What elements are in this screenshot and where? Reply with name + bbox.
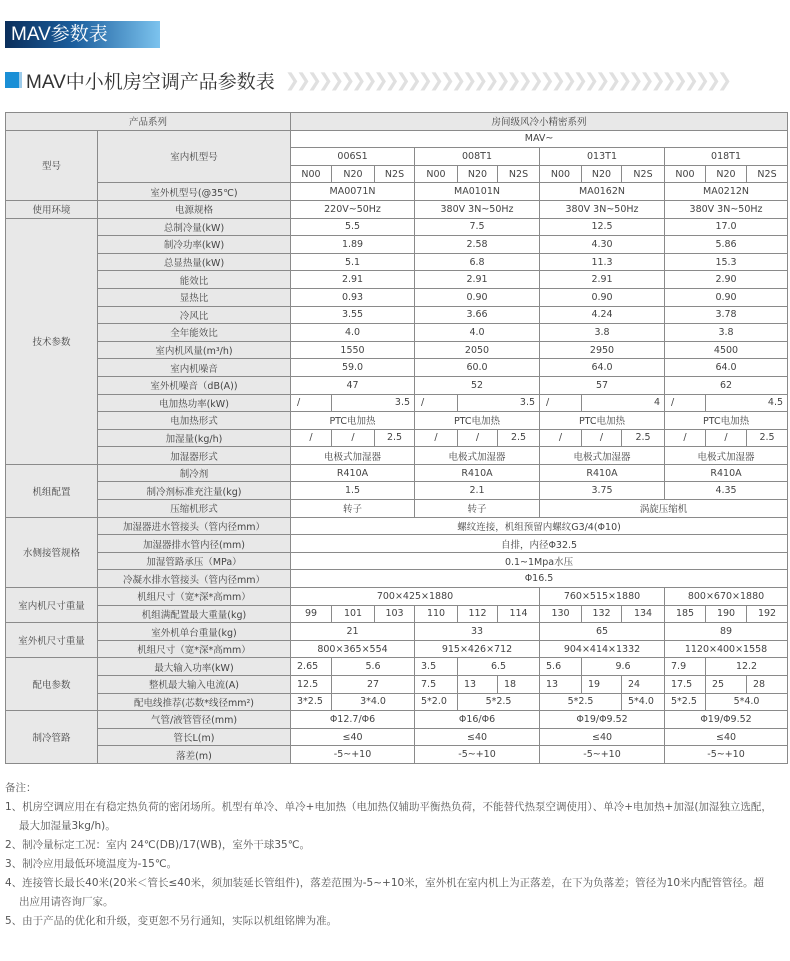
value-cell: Φ12.7/Φ6 [291,711,415,729]
table-row [6,183,788,201]
value-cell: 2.91 [540,271,665,289]
row-label: 电源规格 [98,200,291,218]
value-cell: 5*2.0 [415,693,458,711]
table-row [6,693,788,711]
value-cell: 7.5 [415,676,458,694]
value-cell: R410A [540,464,665,482]
value-cell: 12.2 [706,658,788,676]
value-cell: 3*2.5 [291,693,332,711]
table-row [6,588,788,606]
value-cell: 2.91 [415,271,540,289]
value-cell: 13 [458,676,498,694]
series-label: 产品系列 [6,113,291,131]
value-cell: / [540,394,582,412]
value-cell: 1.5 [291,482,415,500]
value-cell: 3.66 [415,306,540,324]
row-label: 制冷剂 [98,464,291,482]
row-label: 冷凝水排水管接头（管内径mm） [98,570,291,588]
table-row [6,288,788,306]
table-row [6,746,788,764]
row-label: 气管/液管管径(mm) [98,711,291,729]
value-cell: 2.5 [622,429,665,447]
outdoor-model: MA0101N [415,183,540,201]
value-cell: 0.90 [665,288,788,306]
table-row [6,341,788,359]
table-row [6,271,788,289]
value-cell: 2.5 [375,429,415,447]
value-cell: 89 [665,623,788,641]
row-label: 电加热功率(kW) [98,394,291,412]
value-cell: 185 [665,605,706,623]
value-cell: 12.5 [291,676,332,694]
value-cell: / [582,429,622,447]
value-cell: / [458,429,498,447]
value-cell: 5*4.0 [622,693,665,711]
row-label: 能效比 [98,271,291,289]
table-row [6,218,788,236]
value-cell: 25 [706,676,747,694]
value-cell: 18 [498,676,540,694]
table-row [6,640,788,658]
value-cell: 4.35 [665,482,788,500]
row-label: 电加热形式 [98,412,291,430]
group-label: 使用环境 [6,200,98,218]
value-cell: 9.6 [582,658,665,676]
group-label: 室内机尺寸重量 [6,588,98,623]
value-cell: ≤40 [665,728,788,746]
value-cell: 11.3 [540,253,665,271]
value-cell: 电极式加湿器 [291,447,415,465]
spec-table [5,112,788,764]
value-cell: 2.58 [415,236,540,254]
value-cell: 2050 [415,341,540,359]
value-cell: 6.8 [415,253,540,271]
value-cell: 15.3 [665,253,788,271]
table-row [6,429,788,447]
value-cell: 3.8 [540,324,665,342]
table-row [6,306,788,324]
note-line: 3、制冷应用最低环境温度为-15℃。 [5,858,178,870]
outdoor-model: MA0071N [291,183,415,201]
value-cell: 52 [415,376,540,394]
value-cell: 103 [375,605,415,623]
table-row [6,711,788,729]
value-cell: 60.0 [415,359,540,377]
value-cell: Φ19/Φ9.52 [540,711,665,729]
value-cell: 2.65 [291,658,332,676]
table-row [6,130,788,148]
value-cell: -5~+10 [291,746,415,764]
row-label: 整机最大输入电流(A) [98,676,291,694]
table-row [6,482,788,500]
row-label: 管长L(m) [98,728,291,746]
value-cell: 2950 [540,341,665,359]
value-cell: R410A [415,464,540,482]
value-cell: 17.0 [665,218,788,236]
value-cell: 5.6 [332,658,415,676]
value-cell: 涡旋压缩机 [540,500,788,518]
table-row [6,517,788,535]
row-label: 压缩机形式 [98,500,291,518]
row-label: 制冷剂标准充注量(kg) [98,482,291,500]
note-line: 1、机房空调应用在有稳定热负荷的密闭场所。机型有单冷、单冷+电加热（电加热仅辅助平衡热负荷，不能替代热泵空调使用）、单冷+电加热+加湿(加湿独立选配， [5,801,772,813]
group-label: 型号 [6,130,98,200]
notes [5,779,787,931]
value-cell: 3.5 [415,658,458,676]
value-cell: 33 [415,623,540,641]
table-row [6,623,788,641]
variant-name: N2S [498,165,540,183]
value-cell: R410A [291,464,415,482]
value-cell: 4.0 [415,324,540,342]
row-label: 室内机噪音 [98,359,291,377]
value-cell: 65 [540,623,665,641]
value-cell: 4.5 [706,394,788,412]
model-name: 013T1 [540,148,665,166]
value-cell: 112 [458,605,498,623]
value-cell: 13 [540,676,582,694]
row-label: 机组满配置最大重量(kg) [98,605,291,623]
note-line: 4、连接管长最长40米(20米＜管长≤40米，须加装延长管组件)，落差范围为-5~+10米，室外机在室内机上为正落差，在下为负落差；管径为10米内配管管径。超 [5,877,765,889]
value-cell: 190 [706,605,747,623]
group-label: 制冷管路 [6,711,98,764]
value-cell: 64.0 [665,359,788,377]
value-cell: 62 [665,376,788,394]
value-cell: Φ19/Φ9.52 [665,711,788,729]
value-cell: 0.90 [540,288,665,306]
value-cell: 3.75 [540,482,665,500]
group-label: 配电参数 [6,658,98,711]
value-cell: 114 [498,605,540,623]
value-cell: 24 [622,676,665,694]
note-line: 2、制冷量标定工况：室内 24℃(DB)/17(WB)，室外干球35℃。 [5,839,310,851]
table-row [6,570,788,588]
row-label: 室外机单台重量(kg) [98,623,291,641]
value-cell: 5*4.0 [706,693,788,711]
value-cell: 3.5 [458,394,540,412]
value-cell: Φ16/Φ6 [415,711,540,729]
outdoor-model: MA0162N [540,183,665,201]
value-cell: 4.0 [291,324,415,342]
series-value: 房间级风冷小精密系列 [291,113,788,131]
value-cell: 转子 [415,500,540,518]
notes-title: 备注： [5,782,37,794]
value-cell: / [291,429,332,447]
row-label: 机组尺寸（宽*深*高mm） [98,640,291,658]
row-label: 加湿器形式 [98,447,291,465]
value-cell: PTC电加热 [415,412,540,430]
value-cell: 4 [582,394,665,412]
value-cell: 2.91 [291,271,415,289]
value-cell: 1.89 [291,236,415,254]
value-cell: / [540,429,582,447]
row-label: 最大输入功率(kW) [98,658,291,676]
value-cell: 7.9 [665,658,706,676]
value-cell: 5.5 [291,218,415,236]
value-cell: 134 [622,605,665,623]
value-cell: 3.8 [665,324,788,342]
value-cell: 2.5 [747,429,788,447]
value-cell: 3.78 [665,306,788,324]
value-cell: 700×425×1880 [291,588,540,606]
value-cell: 27 [332,676,415,694]
value-cell: 5.6 [540,658,582,676]
row-label: 加湿器进水管接头（管内径mm） [98,517,291,535]
value-cell: 64.0 [540,359,665,377]
value-cell: 5*2.5 [458,693,540,711]
outdoor-model: MA0212N [665,183,788,201]
value-cell: 47 [291,376,415,394]
table-row [6,236,788,254]
variant-name: N20 [582,165,622,183]
model-prefix: MAV~ [291,130,788,148]
section-heading [5,68,790,92]
value-cell: 101 [332,605,375,623]
value-cell: / [332,429,375,447]
value-cell: -5~+10 [415,746,540,764]
value-cell: 904×414×1332 [540,640,665,658]
note-line: 出应用请咨询厂家。 [19,896,114,908]
variant-name: N00 [665,165,706,183]
row-label: 加湿量(kg/h) [98,429,291,447]
value-cell: 19 [582,676,622,694]
value-cell: 17.5 [665,676,706,694]
row-label: 加湿器排水管内径(mm) [98,535,291,553]
value-cell: 3.55 [291,306,415,324]
table-row [6,552,788,570]
value-cell: 380V 3N~50Hz [665,200,788,218]
value-cell: PTC电加热 [665,412,788,430]
group-label: 机组配置 [6,464,98,517]
table-row [6,676,788,694]
row-label: 总显热量(kW) [98,253,291,271]
value-cell: 57 [540,376,665,394]
value-cell: ≤40 [291,728,415,746]
group-label: 技术参数 [6,218,98,464]
model-name: 006S1 [291,148,415,166]
value-cell: 800×365×554 [291,640,415,658]
value-cell: 12.5 [540,218,665,236]
value-cell: 760×515×1880 [540,588,665,606]
value-cell: R410A [665,464,788,482]
value-cell: 7.5 [415,218,540,236]
value-cell: 4.24 [540,306,665,324]
value-cell: / [706,429,747,447]
value-cell: 59.0 [291,359,415,377]
row-label: 总制冷量(kW) [98,218,291,236]
value-cell: 380V 3N~50Hz [540,200,665,218]
variant-name: N00 [540,165,582,183]
value-cell: 电极式加湿器 [540,447,665,465]
table-row [6,412,788,430]
variant-name: N20 [332,165,375,183]
value-cell: 0.1~1Mpa水压 [291,552,788,570]
value-cell: 5.86 [665,236,788,254]
group-label: 水侧接管规格 [6,517,98,587]
row-label: 配电线推荐(芯数*线径mm²) [98,693,291,711]
value-cell: 800×670×1880 [665,588,788,606]
value-cell: / [665,429,706,447]
variant-name: N2S [622,165,665,183]
value-cell: 自排，内径Φ32.5 [291,535,788,553]
value-cell: 4.30 [540,236,665,254]
value-cell: 99 [291,605,332,623]
table-row [6,464,788,482]
row-label: 冷风比 [98,306,291,324]
value-cell: 28 [747,676,788,694]
value-cell: 1550 [291,341,415,359]
row-label: 加湿管路承压（MPa） [98,552,291,570]
value-cell: 132 [582,605,622,623]
value-cell: PTC电加热 [291,412,415,430]
chevron-decoration-icon: ❯❯❯❯❯❯❯❯❯❯❯❯❯❯❯❯❯❯❯❯❯❯❯❯❯❯❯❯❯❯❯❯❯❯❯❯❯❯❯❯ [284,69,729,91]
value-cell: 电极式加湿器 [415,447,540,465]
row-label: 室外机型号(@35℃) [98,183,291,201]
table-row [6,728,788,746]
value-cell: 220V~50Hz [291,200,415,218]
row-label: 机组尺寸（宽*深*高mm） [98,588,291,606]
note-line: 5、由于产品的优化和升级，变更恕不另行通知，实际以机组铭牌为准。 [5,915,338,927]
value-cell: Φ16.5 [291,570,788,588]
value-cell: -5~+10 [665,746,788,764]
table-row [6,253,788,271]
value-cell: 电极式加湿器 [665,447,788,465]
value-cell: 192 [747,605,788,623]
variant-name: N20 [706,165,747,183]
variant-name: N00 [291,165,332,183]
variant-name: N2S [747,165,788,183]
table-row [6,324,788,342]
variant-name: N2S [375,165,415,183]
section-square-icon [5,72,22,88]
value-cell: 螺纹连接，机组预留内螺纹G3/4(Φ10) [291,517,788,535]
table-row [6,113,788,131]
table-row [6,200,788,218]
row-label: 全年能效比 [98,324,291,342]
table-row [6,605,788,623]
model-name: 008T1 [415,148,540,166]
row-label: 室内机型号 [98,130,291,183]
page-banner: MAV参数表 [5,21,160,48]
value-cell: 2.1 [415,482,540,500]
variant-name: N20 [458,165,498,183]
table-row [6,394,788,412]
row-label: 室内机风量(m³/h) [98,341,291,359]
value-cell: 0.90 [415,288,540,306]
value-cell: 转子 [291,500,415,518]
row-label: 落差(m) [98,746,291,764]
value-cell: PTC电加热 [540,412,665,430]
model-name: 018T1 [665,148,788,166]
table-row [6,658,788,676]
value-cell: 2.90 [665,271,788,289]
group-label: 室外机尺寸重量 [6,623,98,658]
value-cell: -5~+10 [540,746,665,764]
value-cell: 130 [540,605,582,623]
variant-name: N00 [415,165,458,183]
table-row [6,376,788,394]
value-cell: ≤40 [415,728,540,746]
table-row [6,535,788,553]
note-line: 最大加湿量3kg/h)。 [19,820,116,832]
row-label: 制冷功率(kW) [98,236,291,254]
value-cell: 380V 3N~50Hz [415,200,540,218]
value-cell: 3.5 [332,394,415,412]
value-cell: 1120×400×1558 [665,640,788,658]
value-cell: 915×426×712 [415,640,540,658]
value-cell: 3*4.0 [332,693,415,711]
value-cell: / [415,429,458,447]
value-cell: / [291,394,332,412]
value-cell: 110 [415,605,458,623]
value-cell: 21 [291,623,415,641]
value-cell: 5*2.5 [540,693,622,711]
value-cell: 5.1 [291,253,415,271]
value-cell: 5*2.5 [665,693,706,711]
table-row [6,359,788,377]
table-row [6,447,788,465]
value-cell: 0.93 [291,288,415,306]
row-label: 室外机噪音（dB(A)) [98,376,291,394]
section-title: MAV中小机房空调产品参数表 [26,71,275,93]
value-cell: ≤40 [540,728,665,746]
value-cell: / [415,394,458,412]
table-row [6,500,788,518]
value-cell: 4500 [665,341,788,359]
value-cell: 2.5 [498,429,540,447]
value-cell: 6.5 [458,658,540,676]
row-label: 显热比 [98,288,291,306]
value-cell: / [665,394,706,412]
